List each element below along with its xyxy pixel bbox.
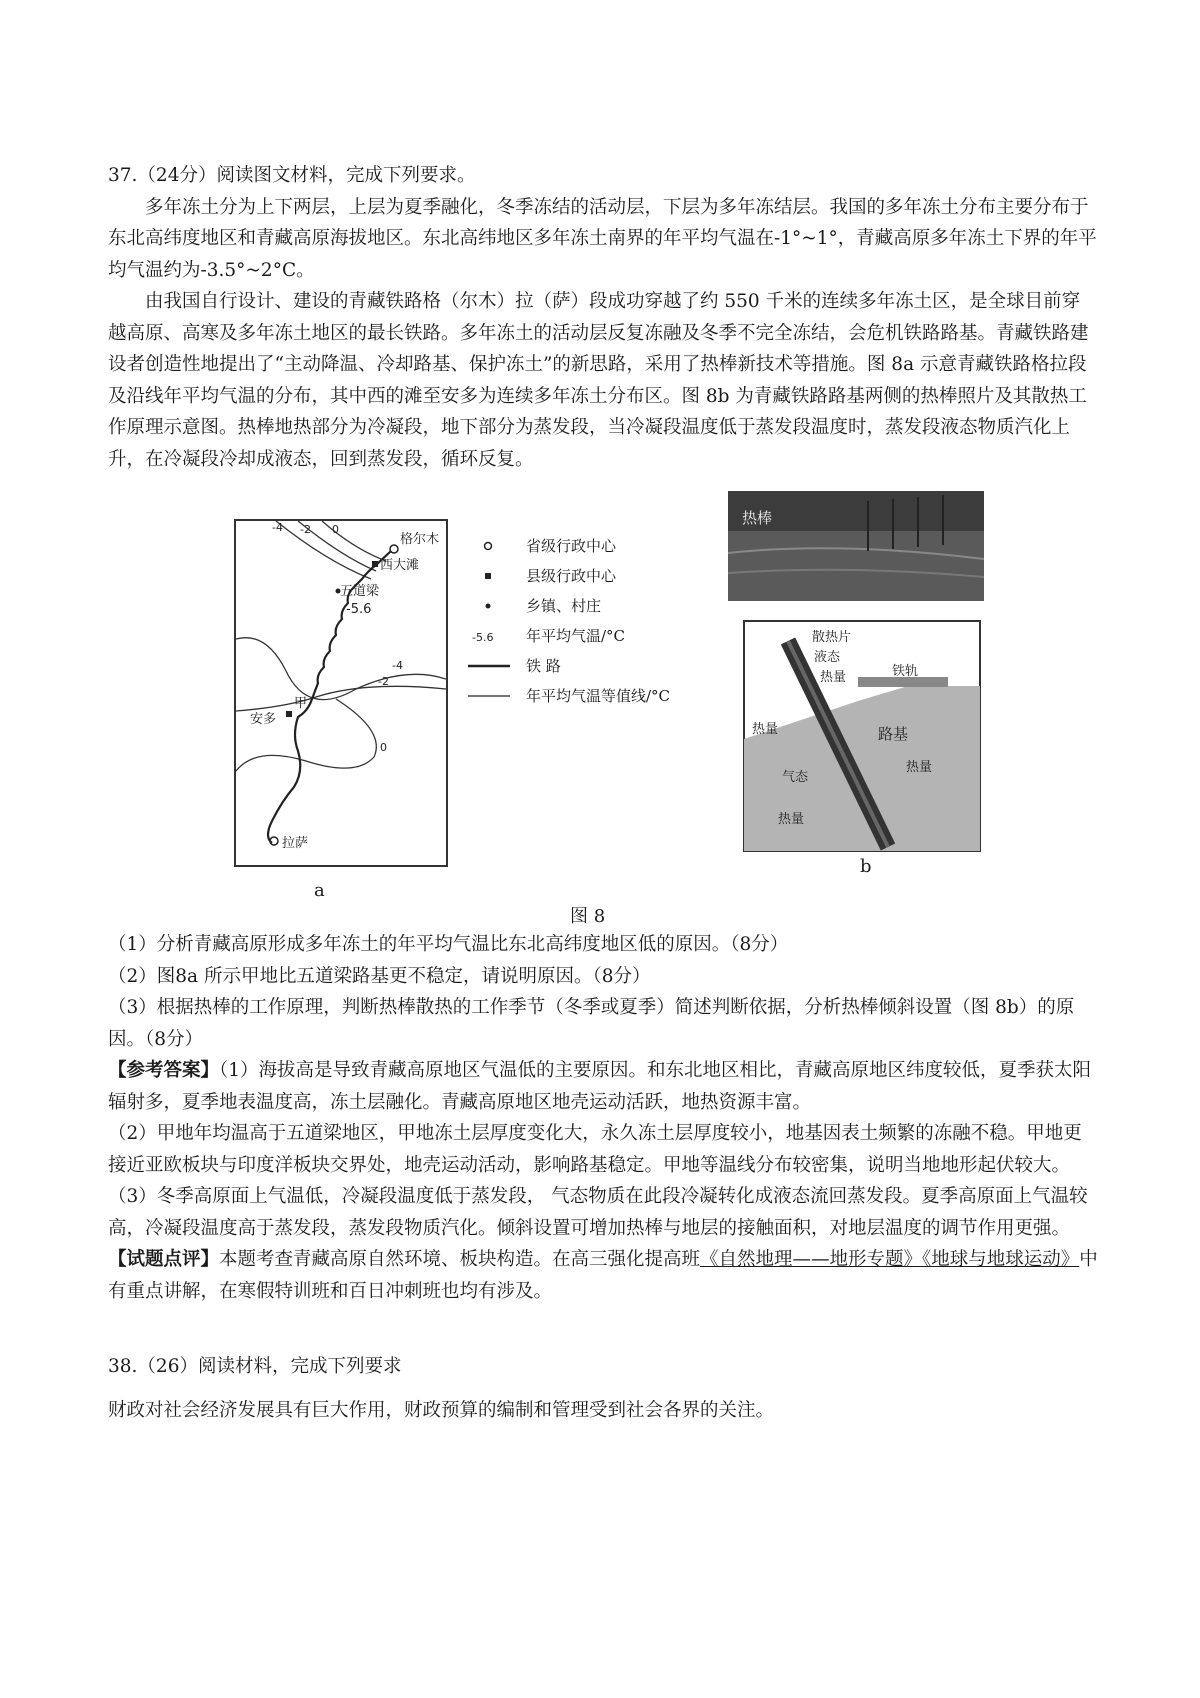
q37-paragraph-1: 多年冻土分为上下两层，上层为夏季融化，冬季冻结的活动层，下层为多年冻结层。我国的多年冻土分布主要分布于东北高纬度地区和青藏高原海拔地区。东北高纬地区多年冻土南界的年平均气温在-1°~1°，青藏高原多年冻土下界的年平均气温约为-3.5°~2°C。 xyxy=(108,196,1097,281)
figure-8a-legend xyxy=(464,531,724,711)
diagram-label-rail: 铁轨 xyxy=(892,664,919,679)
diagram-label-gas: 气态 xyxy=(782,770,809,785)
review-tag: 【试题点评】 xyxy=(108,1249,220,1270)
legend-item-temperature: -5.6 年平均气温/°C xyxy=(472,627,626,645)
diagram-label-liquid: 液态 xyxy=(814,650,841,665)
question-1: （1）分析青藏高原形成多年冻土的年平均气温比东北高纬度地区低的原因。（8分） xyxy=(108,934,789,955)
isotherm-label-minus2-top: -2 xyxy=(300,523,311,536)
isotherm-label-minus4-top: -4 xyxy=(272,521,283,534)
q37-paragraph-2: 由我国自行设计、建设的青藏铁路格（尔木）拉（萨）段成功穿越了约 550 千米的连续多年冻土区，是全球目前穿越高原、高寒及多年冻土地区的最长铁路。多年冻土的活动层反复冻融及冬季不完全冻结，会危机铁路路基。青藏铁路建设者创造性地提出了“主动降温、冷却路基、保护冻土”的新思路，采用了热棒新技术等措施。图 8a 示意青藏铁路格拉段及沿线年平均气温的分布，其中西的滩至安多为连续多年冻土分布区。图 8b 为青藏铁路路基两侧的热棒照片及其散热工作原理示意图。热棒地热部分为冷凝段，地下部分为蒸发段，当冷凝段温度低于蒸发段温度时，蒸发段液态物质汽化上升，在冷凝段冷却成液态，回到蒸发段，循环反复。 xyxy=(108,291,1089,470)
map-label-temp-value: -5.6 xyxy=(346,602,372,617)
question-2: （2）图8a 所示甲地比五道梁路基更不稳定，请说明原因。（8分） xyxy=(108,965,651,987)
answer-2: （2）甲地年均温高于五道梁地区，甲地冻土层厚度变化大，永久冻土层厚度较小，地基因表土频繁的冻融不稳。甲地更接近亚欧板块与印度洋板块交界处，地壳运动活动，影响路基稳定。甲地等温线分布较密集，说明当地地形起伏较大。 xyxy=(108,1123,1082,1176)
isotherm-line-icon xyxy=(464,681,512,711)
review xyxy=(108,1244,1098,1307)
caption-b: b xyxy=(860,856,872,877)
diagram-label-heat-left: 热量 xyxy=(752,722,779,737)
answer-1-text: （1）海拔高是导致青藏高原地区气温低的主要原因。和东北地区相比，青藏高原地区纬度较低，夏季获太阳辐射多，夏季地表温度高，冻土层融化。青藏高原地区地壳运动活跃，地热资源丰富。 xyxy=(108,1060,1092,1113)
heat-pipe-diagram xyxy=(744,621,980,851)
legend-temp-sample: -5.6 xyxy=(472,631,494,644)
q37-heading: 37.（24分）阅读图文材料，完成下列要求。 xyxy=(108,165,476,186)
legend-item-isotherm: 年平均气温等值线/°C xyxy=(464,681,724,711)
heat-pipe-photo xyxy=(728,491,984,601)
legend-item-railway: 铁 路 xyxy=(464,651,724,681)
provincial-center-icon xyxy=(464,531,512,561)
map-label-anduo: 安多 xyxy=(250,712,277,727)
diagram-label-heat-bottom: 热量 xyxy=(778,812,805,827)
diagram-label-fins: 散热片 xyxy=(812,630,852,645)
legend-item-provincial: 省级行政中心 xyxy=(464,531,724,561)
diagram-label-heat-right: 热量 xyxy=(906,760,933,775)
caption-a: a xyxy=(314,880,325,901)
q38-text: 财政对社会经济发展具有巨大作用，财政预算的编制和管理受到社会各界的关注。 xyxy=(108,1399,775,1421)
review-text-2: 中有重点讲解，在寒假特训班和百日冲刺班也均有涉及。 xyxy=(108,1249,1098,1302)
legend-item-town: 乡镇、村庄 xyxy=(464,591,724,621)
map-label-lhasa: 拉萨 xyxy=(282,836,309,851)
railway-line-icon xyxy=(464,651,512,681)
isotherm-label-0-top: 0 xyxy=(332,523,339,536)
isotherm-label-minus2-mid: -2 xyxy=(378,675,389,688)
isotherm-label-0-low: 0 xyxy=(380,741,387,754)
figure-8b xyxy=(708,481,992,873)
photo-label-heat-pipe: 热棒 xyxy=(742,509,773,527)
q38-heading: 38.（26）阅读材料，完成下列要求 xyxy=(108,1356,402,1377)
figure-8 xyxy=(108,481,1098,927)
county-center-icon xyxy=(464,561,512,591)
answer-1 xyxy=(108,1055,1098,1118)
figure-8a-map xyxy=(234,519,448,867)
map-label-golmud: 格尔木 xyxy=(400,532,440,547)
course-link[interactable]: 《自然地理——地形专题》《地球与地球运动》 xyxy=(700,1249,1080,1270)
map-label-jia: 甲 xyxy=(294,696,308,711)
map-label-wudaoliang: 五道梁 xyxy=(340,584,380,599)
document-body xyxy=(108,160,1098,1426)
map-label-xidatan: 西大滩 xyxy=(380,558,420,573)
diagram-label-roadbed: 路基 xyxy=(878,725,909,743)
answer-3: （3）冬季高原面上气温低，冷凝段温度低于蒸发段， 气态物质在此段冷凝转化成液态流回蒸发段。夏季高原面上气温较高，冷凝段温度高于蒸发段，蒸发段物质汽化。倾斜设置可增加热棒与地层的接触面积，对地层温度的调节作用更强。 xyxy=(108,1186,1088,1239)
town-village-icon xyxy=(464,591,512,621)
diagram-label-heat-1: 热量 xyxy=(820,670,847,685)
question-3: （3）根据热棒的工作原理，判断热棒散热的工作季节（冬季或夏季）简述判断依据，分析热棒倾斜设置（图 8b）的原因。（8分） xyxy=(108,997,1075,1050)
figure-caption: 图 8 xyxy=(570,906,606,927)
review-text-1: 本题考查青藏高原自然环境、板块构造。在高三强化提高班 xyxy=(219,1249,701,1270)
isotherm-label-minus4-mid: -4 xyxy=(392,659,403,672)
answer-tag: 【参考答案】 xyxy=(108,1060,220,1081)
legend-item-county: 县级行政中心 xyxy=(464,561,724,591)
